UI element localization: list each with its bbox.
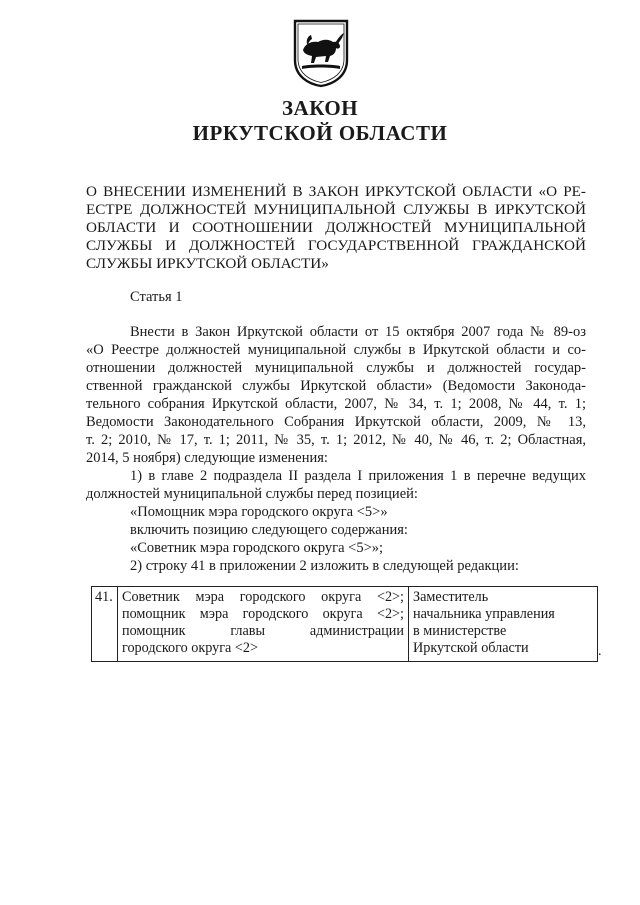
body-line: 2) строку 41 в приложении 2 изложить в следующей редакции: [130, 558, 519, 574]
subject-line: ЕСТРЕ ДОЛЖНОСТЕЙ МУНИЦИПАЛЬНОЙ СЛУЖБЫ В ИРКУТСКОЙ [86, 201, 586, 218]
trailing-period: . [598, 644, 602, 659]
subject-line: СЛУЖБЫ ИРКУТСКОЙ ОБЛАСТИ» [86, 255, 329, 272]
body-line: т. 2; 2010, № 17, т. 1; 2011, № 35, т. 1; 2012, № 40, № 46, т. 2; Областная, [86, 432, 586, 448]
body-line: Внести в Закон Иркутской области от 15 октября 2007 года № 89-оз [130, 324, 586, 340]
subject-line: О ВНЕСЕНИИ ИЗМЕНЕНИЙ В ЗАКОН ИРКУТСКОЙ ОБЛАСТИ «О РЕ- [86, 183, 586, 200]
position-line: помощник мэра городского округа <2>; [122, 606, 404, 622]
equivalent-line: в министерстве [413, 623, 507, 639]
body-line: 2014, 5 ноября) следующие изменения: [86, 450, 328, 466]
body-line: «О Реестре должностей муниципальной службы в Иркутской области и со- [86, 342, 586, 358]
article-heading: Статья 1 [130, 289, 183, 305]
table-row [92, 587, 598, 662]
position-table [91, 586, 598, 662]
civil-service-position-cell [409, 587, 598, 662]
position-line: Советник мэра городского округа <2>; [122, 589, 404, 605]
equivalent-line: Иркутской области [413, 640, 529, 656]
body-quote: «Помощник мэра городского округа <5>» [130, 504, 388, 520]
article-body [86, 323, 586, 575]
body-line: отношении должностей муниципальной службы и должностей государ- [86, 360, 586, 376]
equivalent-line: Заместитель [413, 589, 489, 605]
body-line: 1) в главе 2 подраздела II раздела I приложения 1 в перечне ведущих [130, 468, 586, 484]
body-line: тельного собрания Иркутской области, 2007, № 34, т. 1; 2008, № 44, т. 1; [86, 396, 586, 412]
subject-line: СЛУЖБЫ И ДОЛЖНОСТЕЙ ГОСУДАРСТВЕННОЙ ГРАЖДАНСКОЙ [86, 237, 586, 254]
position-line: городского округа <2> [122, 640, 258, 656]
body-line: Ведомости Законодательного Собрания Иркутской области, 2009, № 13, [86, 414, 586, 430]
coat-of-arms-icon [292, 18, 350, 88]
row-number: 41. [92, 587, 118, 662]
position-line: помощник главы администрации [122, 623, 404, 639]
body-quote: «Советник мэра городского округа <5>»; [130, 540, 384, 556]
law-subject [86, 183, 586, 273]
law-title: ЗАКОН [281, 96, 359, 120]
subject-line: ОБЛАСТИ И СООТНОШЕНИИ ДОЛЖНОСТЕЙ МУНИЦИПАЛЬНОЙ [86, 219, 586, 236]
equivalent-line: начальника управления [413, 606, 555, 622]
law-region-title: ИРКУТСКОЙ ОБЛАСТИ [192, 121, 448, 145]
body-line: должностей муниципальной службы перед позицией: [86, 486, 418, 502]
body-line: ственной гражданской службы Иркутской области» (Ведомости Законода- [86, 378, 586, 394]
municipal-position-cell [118, 587, 409, 662]
body-line: включить позицию следующего содержания: [130, 522, 408, 538]
